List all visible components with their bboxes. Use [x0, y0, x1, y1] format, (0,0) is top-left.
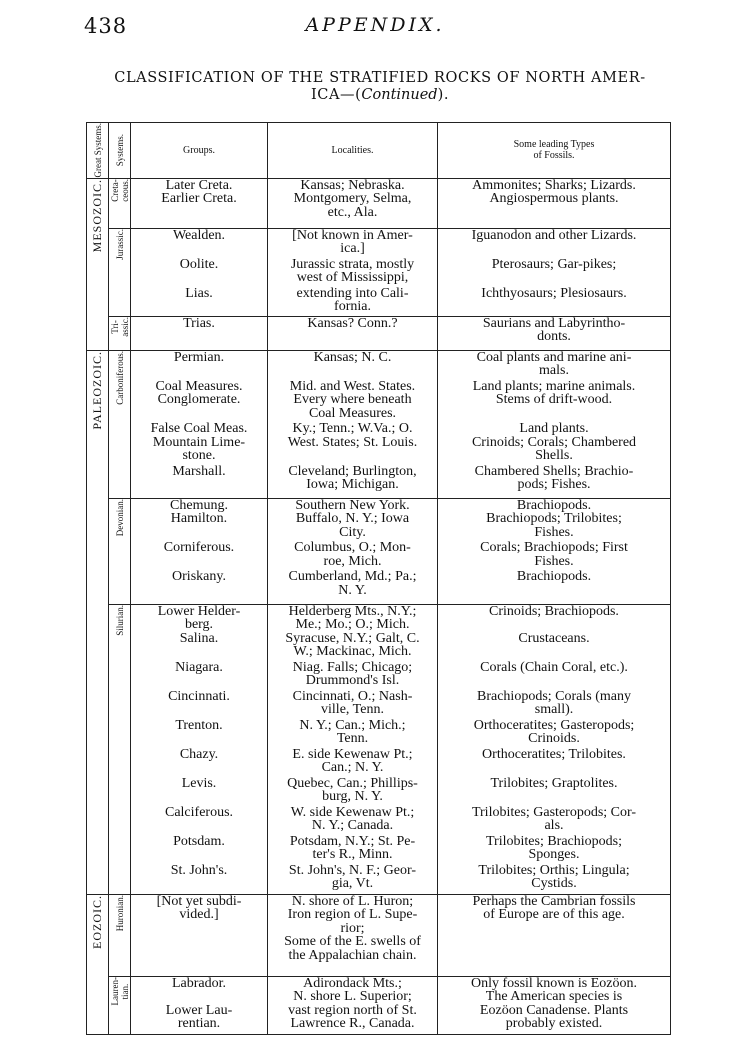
fossil-types: Perhaps the Cambrian fossils of Europe are of this age.: [472, 893, 636, 922]
locality-text: Potsdam, N.Y.; St. Pe- ter's R., Minn.: [289, 833, 416, 862]
era-cell: [87, 178, 109, 350]
system-cell: [109, 350, 131, 498]
era-name: PALEOZOIC.: [90, 350, 104, 430]
strata-table: [86, 122, 671, 1035]
group-name: Potsdam.: [173, 833, 225, 849]
system-name: Tri- assic.: [109, 316, 130, 337]
system-row: [87, 228, 671, 316]
system-cell: [109, 228, 131, 316]
localities-cell: [268, 894, 438, 976]
locality-text: Cincinnati, O.; Nash- ville, Tenn.: [292, 688, 413, 717]
fossil-types: Orthoceratites; Gasteropods; Crinoids.: [473, 717, 635, 746]
fossil-types: Brachiopods; Corals (many small).: [477, 688, 631, 717]
locality-text: Adirondack Mts.; N. shore L. Superior; vast region north of St. Lawrence R., Canada.: [288, 975, 417, 1031]
fossil-types: Trilobites; Orthis; Lingula; Cystids.: [478, 862, 630, 891]
group-name: False Coal Meas. Mountain Lime- stone.: [150, 421, 248, 463]
group-name: Trias.: [183, 315, 215, 331]
locality-text: Kansas; N. C.: [313, 349, 392, 365]
system-row: [87, 316, 671, 350]
groups-cell: [131, 976, 268, 1034]
fossil-types: Coal plants and marine ani- mals.: [476, 349, 632, 378]
group-name: [Not yet subdi- vided.]: [156, 893, 242, 922]
era-name: EOZOIC.: [90, 894, 104, 949]
fossil-types: Ichthyosaurs; Plesiosaurs.: [481, 285, 627, 301]
system-name: Carboniferous.: [114, 350, 125, 405]
title-close: ).: [437, 87, 450, 103]
locality-text: W. side Kewenaw Pt.; N. Y.; Canada.: [290, 804, 415, 833]
group-name: Later Creta. Earlier Creta.: [161, 177, 237, 206]
localities-cell: [268, 178, 438, 228]
groups-cell: [131, 604, 268, 894]
locality-text: Niag. Falls; Chicago; Drummond's Isl.: [292, 659, 413, 688]
locality-text: Quebec, Can.; Phillips- burg, N. Y.: [287, 775, 418, 804]
groups-cell: [131, 228, 268, 316]
era-name: MESOZOIC.: [90, 178, 104, 252]
fossil-types: Trilobites; Brachiopods; Sponges.: [486, 833, 622, 862]
system-name: Devonian.: [114, 498, 125, 536]
groups-cell: [131, 316, 268, 350]
fossil-types: Land plants; marine animals. Stems of drift-wood.: [472, 378, 636, 407]
fossil-types: Saurians and Labyrintho- donts.: [482, 315, 626, 344]
locality-text: Ky.; Tenn.; W.Va.; O. West. States; St. Louis.: [287, 421, 418, 450]
locality-text: N. Y.; Can.; Mich.; Tenn.: [299, 717, 406, 746]
locality-text: Kansas; Nebraska. Montgomery, Selma, etc., Ala.: [293, 177, 412, 220]
localities-cell: [268, 228, 438, 316]
fossil-types: Orthoceratites; Trilobites.: [482, 746, 626, 762]
fossil-types: Brachiopods. Brachiopods; Trilobites; Fishes.: [486, 497, 622, 540]
locality-text: St. John's, N. F.; Geor- gia, Vt.: [288, 862, 417, 891]
fossil-types: Trilobites; Gasteropods; Cor- als.: [471, 804, 637, 833]
running-head: APPENDIX.: [305, 14, 445, 36]
groups-cell: [131, 178, 268, 228]
group-name: Permian.: [173, 349, 225, 365]
group-name: Marshall.: [172, 463, 226, 479]
group-name: Niagara.: [175, 659, 223, 675]
col-localities: Localities.: [268, 123, 438, 179]
group-name: Levis.: [181, 775, 217, 791]
localities-cell: [268, 604, 438, 894]
group-name: Chemung. Hamilton.: [170, 497, 228, 526]
fossils-cell: [438, 178, 671, 228]
group-name: Lower Helder- berg. Salina.: [157, 603, 241, 646]
group-name: Corniferous.: [163, 540, 235, 555]
title-main: CLASSIFICATION OF THE STRATIFIED ROCKS OF NORTH AMER- ICA—(: [114, 70, 646, 103]
fossil-types: Corals (Chain Coral, etc.).: [480, 659, 628, 675]
title-continued: Continued: [361, 87, 438, 103]
table-title: [80, 70, 680, 104]
group-name: Chazy.: [179, 746, 219, 762]
group-name: St. John's.: [170, 862, 228, 878]
system-cell: [109, 498, 131, 604]
system-name: Silurian.: [114, 604, 125, 636]
locality-text: Southern New York. Buffalo, N. Y.; Iowa City.: [295, 497, 410, 540]
system-row: [87, 976, 671, 1034]
group-name: Trenton.: [175, 717, 223, 733]
fossil-types: Crinoids; Brachiopods. Crustaceans.: [489, 603, 619, 646]
era-cell: [87, 894, 109, 1034]
system-name: Jurassic.: [114, 228, 125, 260]
system-cell: [109, 604, 131, 894]
system-name: Huronian.: [114, 894, 125, 931]
fossils-cell: [438, 228, 671, 316]
group-name: Cincinnati.: [168, 688, 230, 704]
fossils-cell: [438, 604, 671, 894]
locality-text: Helderberg Mts., N.Y.; Me.; Mo.; O.; Mich. Syracuse, N.Y.; Galt, C. W.; Mackinac, Mich.: [285, 603, 420, 659]
locality-text: N. shore of L. Huron; Iron region of L. Supe- rior; Some of the E. swells of the Appalachian chain.: [284, 893, 421, 963]
system-cell: [109, 316, 131, 350]
localities-cell: [268, 350, 438, 498]
fossils-cell: [438, 498, 671, 604]
fossil-types: Trilobites; Graptolites.: [490, 775, 618, 791]
fossils-cell: [438, 316, 671, 350]
fossil-types: Chambered Shells; Brachio- pods; Fishes.: [474, 463, 634, 492]
fossil-types: Brachiopods.: [516, 569, 592, 584]
group-name: Oriskany.: [172, 569, 226, 584]
group-name: Labrador. Lower Lau- rentian.: [165, 975, 233, 1031]
system-name: Lauren- tian.: [109, 976, 130, 1005]
col-fossils: Some leading Types of Fossils.: [438, 123, 671, 179]
system-row: [87, 498, 671, 604]
system-cell: [109, 894, 131, 976]
locality-text: E. side Kewenaw Pt.; Can.; N. Y.: [292, 746, 413, 775]
groups-cell: [131, 894, 268, 976]
locality-text: extending into Cali- fornia.: [296, 285, 409, 314]
header-row: [87, 123, 671, 179]
fossils-cell: [438, 350, 671, 498]
locality-text: Kansas? Conn.?: [307, 315, 398, 331]
group-name: Lias.: [185, 285, 213, 301]
locality-text: Cleveland; Burlington, Iowa; Michigan.: [288, 463, 417, 492]
localities-cell: [268, 498, 438, 604]
system-row: [87, 350, 671, 498]
fossil-types: Pterosaurs; Gar-pikes;: [491, 256, 617, 272]
locality-text: Mid. and West. States. Every where beneath Coal Measures.: [289, 378, 416, 421]
group-name: Coal Measures. Conglomerate.: [155, 378, 243, 407]
system-row: [87, 178, 671, 228]
groups-cell: [131, 350, 268, 498]
locality-text: [Not known in Amer- ica.]: [292, 227, 413, 256]
localities-cell: [268, 316, 438, 350]
group-name: Oolite.: [179, 256, 219, 272]
col-great-systems: Great Systems.: [87, 123, 109, 179]
system-row: [87, 604, 671, 894]
group-name: Calciferous.: [164, 804, 234, 820]
col-systems: Systems.: [109, 123, 131, 179]
system-cell: [109, 976, 131, 1034]
fossil-types: Land plants. Crinoids; Corals; Chambered Shells.: [471, 421, 637, 463]
locality-text: Columbus, O.; Mon- roe, Mich.: [294, 540, 411, 569]
group-name: Wealden.: [172, 227, 226, 243]
page-number: 438: [84, 14, 128, 38]
fossils-cell: [438, 894, 671, 976]
locality-text: Jurassic strata, mostly west of Mississippi,: [290, 256, 415, 285]
fossil-types: Only fossil known is Eozöon. The American species is Eozöon Canadense. Plants probably existed.: [470, 975, 638, 1031]
system-row: [87, 894, 671, 976]
era-cell: [87, 350, 109, 894]
col-groups: Groups.: [131, 123, 268, 179]
groups-cell: [131, 498, 268, 604]
fossil-types: Iguanodon and other Lizards.: [471, 227, 637, 243]
system-name: Creta- ceous.: [109, 178, 130, 202]
fossils-cell: [438, 976, 671, 1034]
fossil-types: Ammonites; Sharks; Lizards. Angiospermous plants.: [472, 177, 636, 206]
system-cell: [109, 178, 131, 228]
localities-cell: [268, 976, 438, 1034]
locality-text: Cumberland, Md.; Pa.; N. Y.: [288, 569, 417, 598]
fossil-types: Corals; Brachiopods; First Fishes.: [480, 540, 628, 569]
